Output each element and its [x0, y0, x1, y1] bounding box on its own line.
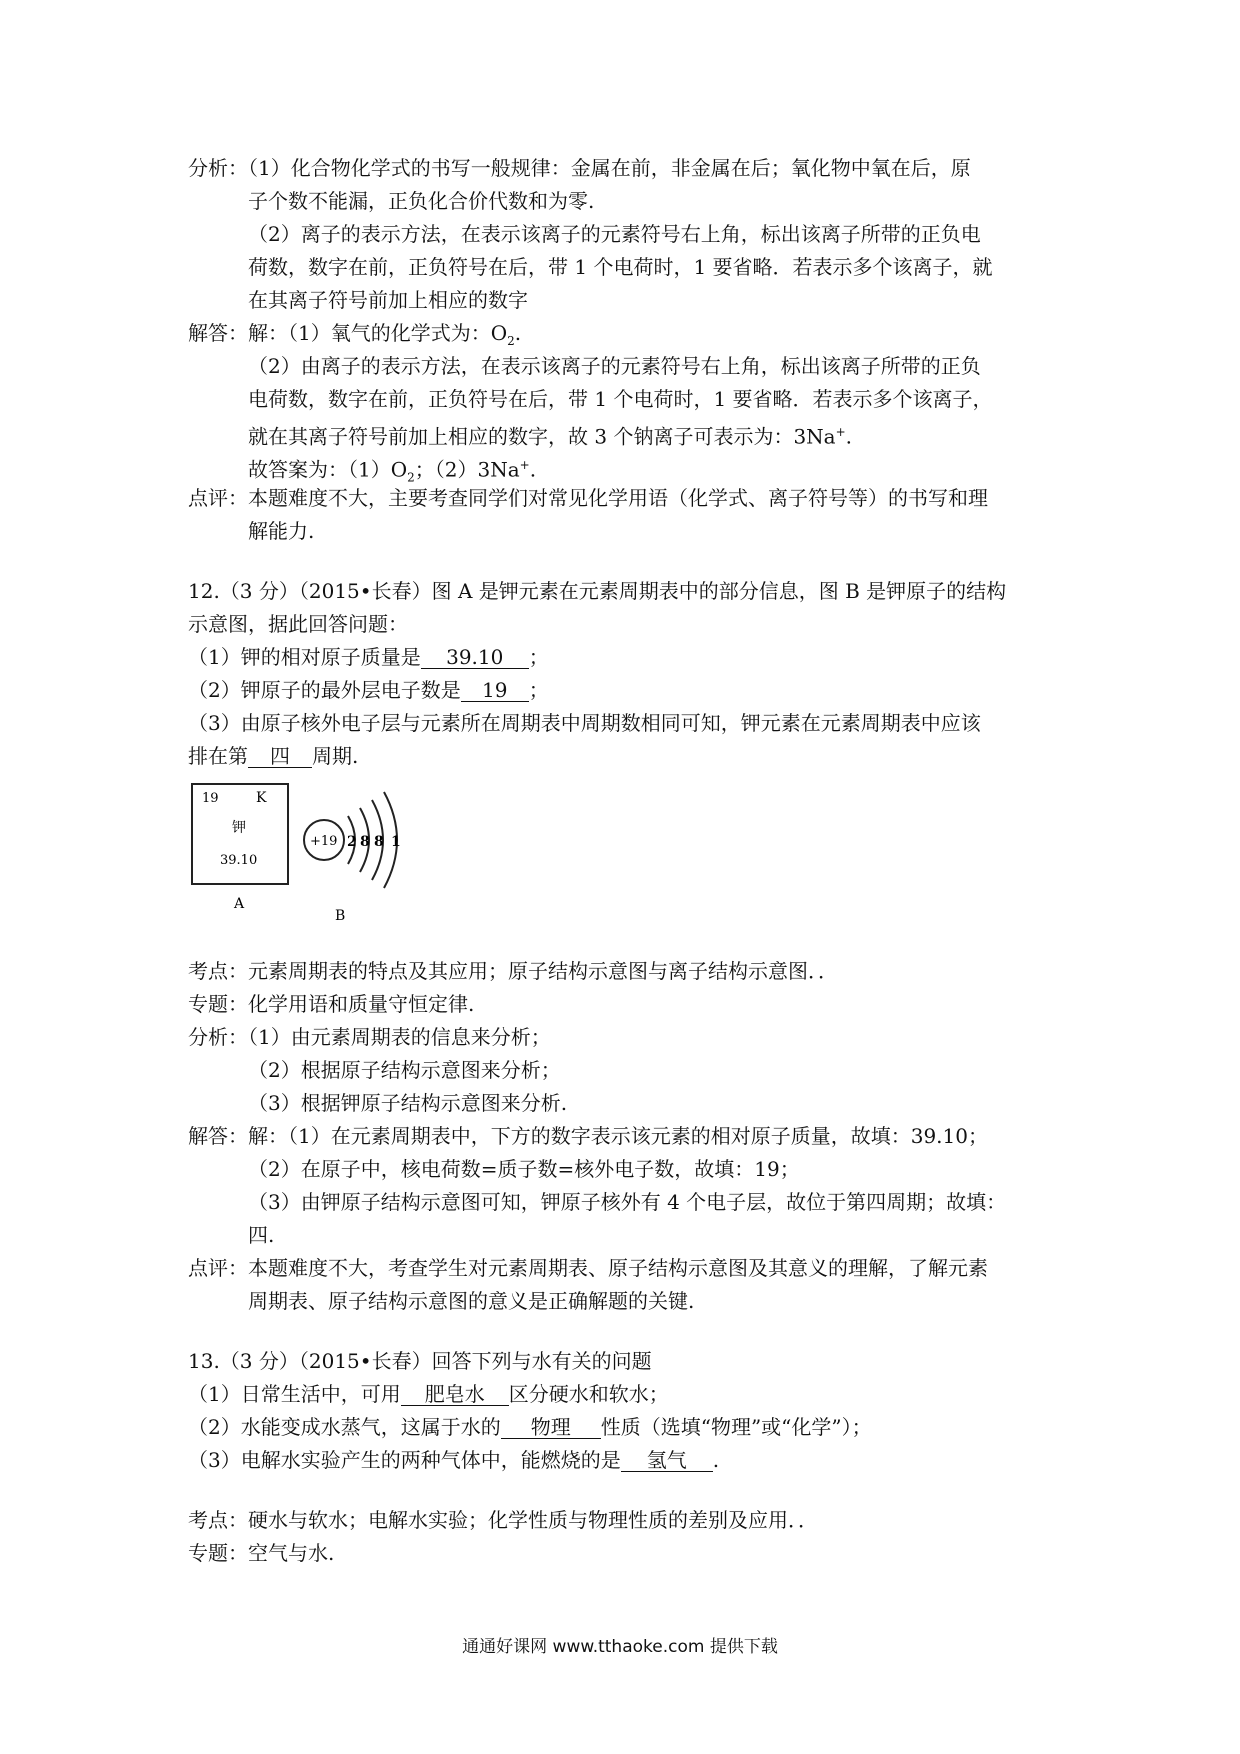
analysis-line-4: 荷数，数字在前，正负符号在后，带 1 个电荷时，1 要省略．若表示多个该离子，就 — [248, 255, 993, 279]
analysis-line-3: （2）离子的表示方法，在表示该离子的元素符号右上角，标出该离子所带的正负电 — [248, 222, 981, 246]
q13-part-2: （2）水能变成水蒸气，这属于水的 物理 性质（选填“物理”或“化学”）； — [188, 1415, 872, 1439]
footer-download-note: 通通好课网 www.tthaoke.com 提供下载 — [462, 1637, 778, 1657]
comment-line-1: 点评：本题难度不大，主要考查同学们对常见化学用语（化学式、离子符号等）的书写和理 — [188, 486, 988, 510]
caption-a: A — [234, 896, 245, 912]
answer-line-4: 就在其离子符号前加上相应的数字，故 3 个钠离子可表示为：3Na+. — [248, 424, 853, 449]
q12-comment-1: 点评：本题难度不大，考查学生对元素周期表、原子结构示意图及其意义的理解，了解元素 — [188, 1256, 988, 1280]
analysis-line-2: 子个数不能漏，正负化合价代数和为零. — [248, 189, 595, 213]
q13-answer-2: 物理 — [501, 1416, 601, 1439]
q13-part-3: （3）电解水实验产生的两种气体中，能燃烧的是 氢气 . — [188, 1448, 720, 1472]
analysis-line-5: 在其离子符号前加上相应的数字 — [248, 288, 528, 312]
analysis-line-1: 分析：（1）化合物化学式的书写一般规律：金属在前，非金属在后；氧化物中氧在后，原 — [188, 156, 971, 180]
shell-electrons-3: 8 — [374, 834, 384, 850]
q12-part-1: （1）钾的相对原子质量是 39.10 ； — [188, 645, 549, 669]
potassium-figures — [188, 780, 448, 930]
answer-line-2: （2）由离子的表示方法，在表示该离子的元素符号右上角，标出该离子所带的正负 — [248, 354, 981, 378]
atomic-mass: 39.10 — [220, 853, 258, 868]
zhuanti-label: 专题： — [188, 1541, 248, 1565]
q12-part-2: （2）钾原子的最外层电子数是 19 ； — [188, 678, 549, 702]
kaodian-label: 考点： — [188, 1508, 248, 1532]
q12-zhuanti: 专题：化学用语和质量守恒定律. — [188, 992, 475, 1016]
comment-line-2: 解能力. — [248, 519, 315, 543]
q12-part-3b: 排在第 四 周期. — [188, 744, 359, 768]
final-answer: 故答案为：$(1)O_2$；（2）3Na+. — [248, 457, 537, 485]
shell-electrons-4: 1 — [391, 834, 401, 850]
q13-stem: 13.（3 分）（2015•长春）回答下列与水有关的问题 — [188, 1349, 652, 1373]
q13-zhuanti: 专题：空气与水. — [188, 1541, 335, 1565]
q12-comment-2: 周期表、原子结构示意图的意义是正确解题的关键. — [248, 1289, 695, 1313]
q12-answer-line-4: 四. — [248, 1223, 275, 1247]
shell-electrons-1: 2 — [347, 834, 357, 850]
q12-answer-line-2: （2）在原子中，核电荷数=质子数=核外电子数，故填：19； — [248, 1157, 800, 1181]
q12-stem-1: 12.（3 分）（2015•长春）图 A 是钾元素在元素周期表中的部分信息，图 B 是钾原子的结构 — [188, 579, 1007, 603]
q12-answer-1: 39.10 — [421, 646, 529, 669]
answer-line-1: 解答：解：（1）氧气的化学式为：$O_2$. — [188, 321, 522, 348]
answer-label: 解答： — [188, 1124, 248, 1148]
q13-part-1: （1）日常生活中，可用 肥皂水 区分硬水和软水； — [188, 1382, 669, 1406]
q12-stem-2: 示意图，据此回答问题： — [188, 612, 408, 636]
q12-analysis-3: （3）根据钾原子结构示意图来分析. — [248, 1091, 568, 1115]
q13-kaodian: 考点：硬水与软水；电解水实验；化学性质与物理性质的差别及应用．． — [188, 1508, 818, 1532]
q12-kaodian: 考点：元素周期表的特点及其应用；原子结构示意图与离子结构示意图．． — [188, 959, 838, 983]
element-name: 钾 — [232, 820, 246, 836]
analysis-label: 分析： — [188, 156, 248, 180]
nucleus-charge: +19 — [310, 834, 338, 849]
q12-answer-2: 19 — [461, 679, 529, 702]
caption-b: B — [335, 908, 346, 924]
kaodian-label: 考点： — [188, 959, 248, 983]
shell-electrons-2: 8 — [360, 834, 370, 850]
answer-label: 解答： — [188, 321, 248, 345]
q12-answer-3: 四 — [248, 745, 312, 768]
element-symbol: K — [256, 790, 267, 806]
q12-answer-line-1: 解答：解：（1）在元素周期表中，下方的数字表示该元素的相对原子质量，故填：39.10； — [188, 1124, 988, 1148]
zhuanti-label: 专题： — [188, 992, 248, 1016]
q12-answer-line-3: （3）由钾原子结构示意图可知，钾原子核外有 4 个电子层，故位于第四周期；故填： — [248, 1190, 1007, 1214]
atomic-number: 19 — [202, 791, 219, 806]
comment-label: 点评： — [188, 486, 248, 510]
q13-answer-3: 氢气 — [621, 1449, 713, 1472]
analysis-label: 分析： — [188, 1025, 248, 1049]
q12-analysis-1: 分析：（1）由元素周期表的信息来分析； — [188, 1025, 551, 1049]
answer-line-3: 电荷数，数字在前，正负符号在后，带 1 个电荷时，1 要省略．若表示多个该离子， — [248, 387, 993, 411]
q12-analysis-2: （2）根据原子结构示意图来分析； — [248, 1058, 561, 1082]
q13-answer-1: 肥皂水 — [401, 1383, 509, 1406]
q12-part-3a: （3）由原子核外电子层与元素所在周期表中周期数相同可知，钾元素在元素周期表中应该 — [188, 711, 981, 735]
comment-label: 点评： — [188, 1256, 248, 1280]
